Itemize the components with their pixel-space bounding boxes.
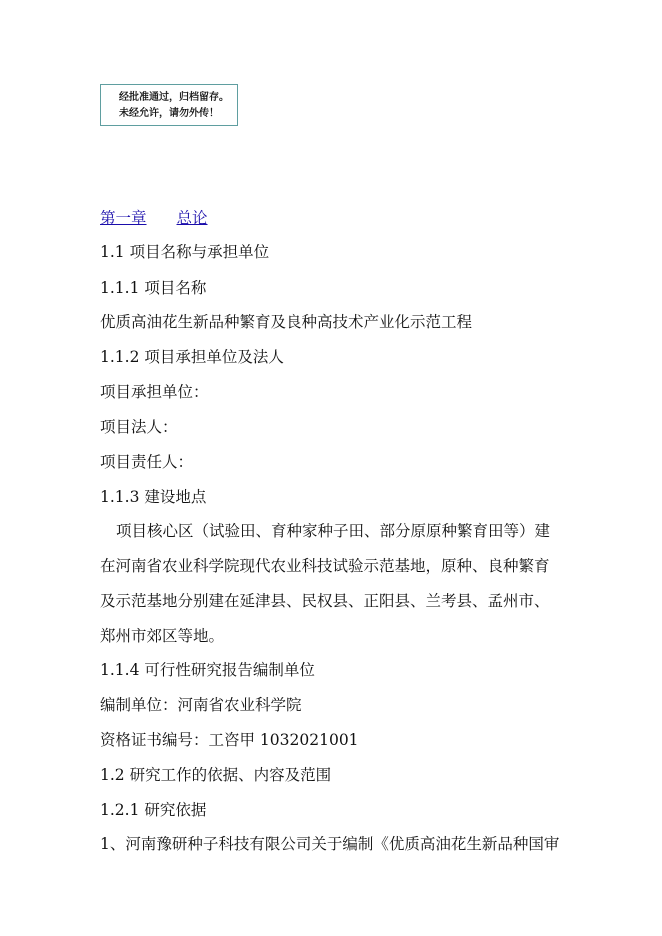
legal-person-label: 项目法人： <box>100 418 178 436</box>
compiling-unit-text: 编制单位：河南省农业科学院 <box>100 696 302 714</box>
certificate-number-text: 资格证书编号：工咨甲 1032021001 <box>100 731 359 749</box>
chapter-number: 第一章 <box>100 209 147 227</box>
location-paragraph-line-2: 在河南省农业科学院现代农业科技试验示范基地，原种、良种繁育 <box>100 557 550 575</box>
section-heading-1-2: 1.2 研究工作的依据、内容及范围 <box>100 766 332 784</box>
location-paragraph-line-1: 项目核心区（试验田、育种家种子田、部分原原种繁育田等）建 <box>116 522 551 540</box>
subsection-heading-1-1-4: 1.1.4 可行性研究报告编制单位 <box>100 661 315 679</box>
confidential-notice-box <box>100 84 238 126</box>
location-paragraph-line-3: 及示范基地分别建在延津县、民权县、正阳县、兰考县、孟州市、 <box>100 592 550 610</box>
notice-line-approved: 经批准通过，归档留存。 <box>119 92 229 103</box>
notice-line-restricted: 未经允许，请勿外传！ <box>119 108 219 119</box>
undertaking-unit-label: 项目承担单位： <box>100 383 209 401</box>
project-name-text: 优质高油花生新品种繁育及良种高技术产业化示范工程 <box>100 313 473 331</box>
subsection-heading-1-1-2: 1.1.2 项目承担单位及法人 <box>100 348 284 366</box>
responsible-person-label: 项目责任人： <box>100 453 194 471</box>
chapter-heading-link[interactable] <box>100 208 208 228</box>
section-heading-1-1: 1.1 项目名称与承担单位 <box>100 243 270 261</box>
subsection-heading-1-1-3: 1.1.3 建设地点 <box>100 488 207 506</box>
chapter-title: 总论 <box>176 209 208 227</box>
location-paragraph-line-4: 郑州市郊区等地。 <box>100 627 225 645</box>
basis-item-1-text: 1、河南豫研种子科技有限公司关于编制《优质高油花生新品种国审 <box>100 835 560 853</box>
subsection-heading-1-2-1: 1.2.1 研究依据 <box>100 801 207 819</box>
subsection-heading-1-1-1: 1.1.1 项目名称 <box>100 279 207 297</box>
